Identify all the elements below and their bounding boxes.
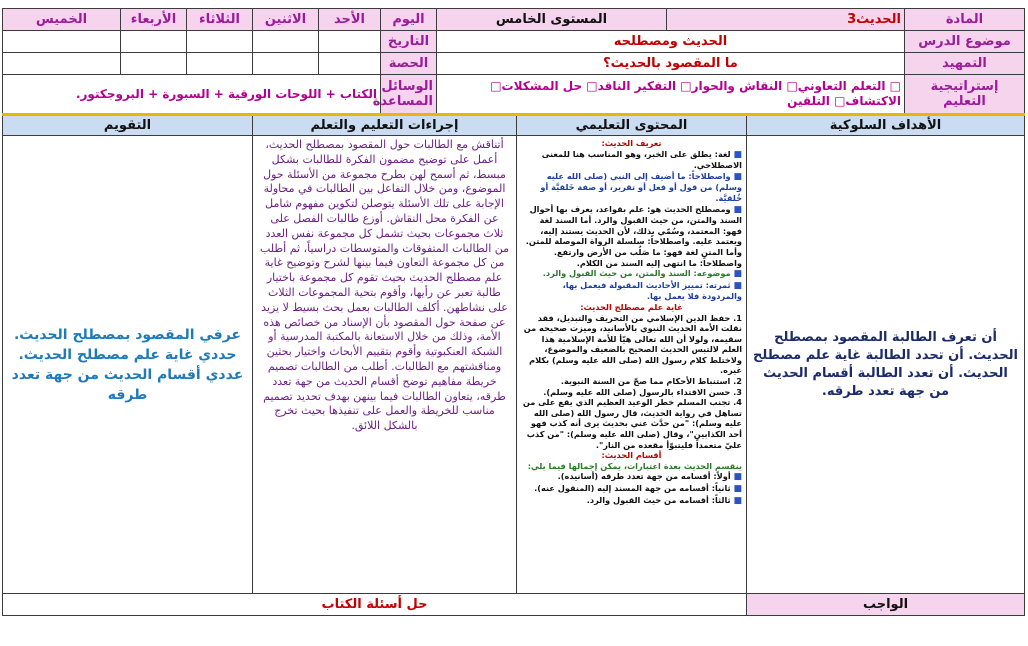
objectives-header: الأهداف السلوكية <box>747 115 1025 136</box>
procedures-cell: أتناقش مع الطالبات حول المقصود بمصطلح الحديث، أعمل على توضيح مضمون الفكرة للطالبات بشكل مبسط، ثم أسمح لهن بطرح مجموعة من الأسئلة حول الموضوع، ومن خلال التفاعل بين الطالبات في محاولة الإجابة على تلك الأسئلة يتوصلن لتكوين مفهوم شامل عن الفكرة محل النقاش. أوزع طالبات الفصل على ثلاث مجموعات بحيث تشمل كل مجموعة نفس العدد من الطالبات المتفوقات والمتوسطات دراسياً، ثم أطلب من كل مجموعة التعاون فيما بينها لشرح وتوضيح غاية علم مصطلح الحديث بحيث تقوم كل مجموعة باختيار طالبة تعبر عن رأيها، وأقوم بتحية المجموعات الثلاث على نشاطهن. أكلف الطالبات بعمل بحث بسيط لا يزيد عن صفحة حول المقصود بأن الإسناد من خصائص هذه الأمة، وذلك من خلال الاستعانة بالمكتبة المدرسية أو الشبكة العنكبوتية وأقوم بتقييم الأبحاث واختيار بحثين ومناقشتهم مع الطالبات. أطلب من الطالبات تصميم خريطة مفاهيم توضح أقسام الحديث من جهة تعدد طرقه، يتعاون الطالبات فيما بينهن بهدف تحديد تصميم مناسب للخريطة والعمل على تنفيذها بحيث تخرج بالشكل اللائق. <box>252 136 516 594</box>
lugha-line <box>521 149 742 171</box>
day-thursday: الخميس <box>2 9 120 31</box>
lesson-label: موضوع الدرس <box>905 31 1025 53</box>
strategy-value: □ التعلم التعاوني□ النقاش والحوار□ التفكير الناقد□ حل المشكلات□ الاكتشاف□ التلقين <box>436 75 904 115</box>
period-cell-thursday[interactable] <box>2 53 120 75</box>
day-monday: الاثنين <box>252 9 318 31</box>
subject-text: موضوعه: السند والمتن، من حيث القبول والرد. <box>542 268 731 279</box>
sections-intro: ينقسم الحديث بعدة اعتبارات، يمكن إجمالها فيما يلي: <box>527 460 742 471</box>
date-cell-monday[interactable] <box>252 31 318 53</box>
subject-value: الحديث3 <box>667 9 905 31</box>
bullet-icon: ■ <box>730 280 742 291</box>
definition-title: تعريف الحديث: <box>601 138 662 148</box>
istilah-text: واصطلاحاً: ما أضيف إلى النبي (صلى الله عليه وسلم) من قول أو فعل أو تقرير، أو صفة خَلقيَّة أو خُلقيَّة. <box>540 170 742 203</box>
period-cell-monday[interactable] <box>252 53 318 75</box>
bullet-icon: ■ <box>730 149 742 160</box>
lesson-plan-sheet <box>3 8 1025 642</box>
lesson-value: الحديث ومصطلحه <box>436 31 904 53</box>
section-text-3: ثالثاً: أقسامه من حيث القبول والرد. <box>586 494 731 505</box>
subject-label: المادة <box>905 9 1025 31</box>
bullet-icon: ■ <box>730 171 742 182</box>
day-tuesday: الثلاثاء <box>186 9 252 31</box>
section-item-1 <box>521 471 742 483</box>
day-wednesday: الأربعاء <box>120 9 186 31</box>
date-cell-wednesday[interactable] <box>120 31 186 53</box>
sections-title: أقسام الحديث: <box>601 450 662 461</box>
section-text-2: ثانياً: أقسامه من جهة المسند إليه (المنقول عنه). <box>534 483 731 493</box>
goal-item-3: 3. حسن الاقتداء بالرسول (صلى الله عليه وسلم). <box>543 386 742 397</box>
evaluation-header: التقويم <box>2 115 252 136</box>
period-cell-sunday[interactable] <box>318 53 380 75</box>
goal-text-1: حفظ الدين الإسلامي من التحريف والتبديل، فقد نقلت الأمة الحديث النبوي بالأسانيد، وميزت صحيحه من سقيمه، ولولا أن الله تعالى هيّأ للأمة الإسلامية هذا العلم لالتبس الحديث الصحيح بالضعيف والموضوع، ولاختلط كلام رسول الله (صلى الله عليه وسلم) بكلام غيره. <box>523 312 742 376</box>
goal-text-2: استنباط الأحكام مما صحّ من السنة النبوية. <box>560 376 731 387</box>
date-cell-thursday[interactable] <box>2 31 120 53</box>
content-cell <box>517 136 747 594</box>
goal-item-1: 1. حفظ الدين الإسلامي من التحريف والتبديل، فقد نقلت الأمة الحديث النبوي بالأسانيد، وميزت صحيحه من سقيمه، ولولا أن الله تعالى هيّأ للأمة الإسلامية هذا العلم لالتبس الحديث الصحيح بالضعيف والموضوع، ولاختلط كلام رسول الله (صلى الله عليه وسلم) بكلام غيره. <box>523 312 742 376</box>
bullet-icon: ■ <box>730 472 742 483</box>
bullet-icon: ■ <box>730 495 742 506</box>
istilah-line <box>521 171 742 204</box>
intro-value: ما المقصود بالحديث؟ <box>436 53 904 75</box>
fruit-text: ثمرته: تمييز الأحاديث المقبولة فيعمل بها، والمردودة فلا يعمل بها. <box>562 279 742 302</box>
bullet-icon: ■ <box>730 484 742 494</box>
goal-title: غاية علم مصطلح الحديث: <box>580 301 683 312</box>
section-text-1: أولاً: أقسامه من جهة تعدد طرقه (أسانيده). <box>557 471 731 482</box>
homework-label: الواجب <box>747 594 1025 616</box>
date-cell-sunday[interactable] <box>318 31 380 53</box>
subject-line <box>521 268 742 280</box>
lugha-text: لغة: يطلق على الخبر، وهو المناسب هنا للمعنى الاصطلاحي. <box>541 148 742 171</box>
period-cell-tuesday[interactable] <box>186 53 252 75</box>
strategy-label: إستراتيجية التعليم <box>905 75 1025 115</box>
day-sunday: الأحد <box>318 9 380 31</box>
goal-item-2: 2. استنباط الأحكام مما صحّ من السنة النبوية. <box>560 376 742 387</box>
level-value: المستوى الخامس <box>436 9 666 31</box>
date-cell-tuesday[interactable] <box>186 31 252 53</box>
intro-label: التمهيد <box>905 53 1025 75</box>
fruit-line <box>521 280 742 302</box>
date-label: التاريخ <box>380 31 436 53</box>
evaluation-cell: عرفي المقصود بمصطلح الحديث. حددي غاية علم مصطلح الحديث. عددي أقسام الحديث من جهة تعدد طرقه <box>2 136 252 594</box>
bullet-icon: ■ <box>730 269 742 280</box>
content-header: المحتوى التعليمي <box>517 115 747 136</box>
period-cell-wednesday[interactable] <box>120 53 186 75</box>
section-item-3 <box>521 495 742 507</box>
goal-text-4: تجنب المسلم خطر الوعيد العظيم الذي يقع على من تساهل في رواية الحديث، قال رسول الله (صلى الله عليه وسلم): "من حدَّث عني بحديث يرى أنه كذب فهو أحد الكذابين"، وقال (صلى الله عليه وسلم): "من كذب عليّ متعمداً فليتبوّأ مقعده من النار". <box>522 397 742 450</box>
goal-item-4: 4. تجنب المسلم خطر الوعيد العظيم الذي يقع على من تساهل في رواية الحديث، قال رسول الله (صلى الله عليه وسلم): "من حدَّث عني بحديث يرى أنه كذب فهو أحد الكذابين"، وقال (صلى الله عليه وسلم): "من كذب عليّ متعمداً فليتبوّأ مقعده من النار". <box>522 397 742 450</box>
lesson-plan-table <box>2 8 1025 616</box>
tools-label: الوسائل المساعدة <box>380 75 436 115</box>
objectives-cell: أن تعرف الطالبة المقصود بمصطلح الحديث. أن تحدد الطالبة غاية علم مصطلح الحديث. أن تعدد الطالبة أقسام الحديث من جهة تعدد طرقه. <box>747 136 1025 594</box>
homework-value: حل أسئلة الكتاب <box>2 594 746 616</box>
section-item-2 <box>521 483 742 495</box>
goal-text-3: حسن الاقتداء بالرسول (صلى الله عليه وسلم). <box>543 386 731 397</box>
mustalah-text: ومصطلح الحديث هو: علم بقواعد، يعرف بها أحوال السند والمتن، من حيث القبول والرد. أما السند لغة فهو: المعتمد، وسُمّي بذلك، لأن الحديث يستند إليه، ويعتمد عليه. واصطلاحاً: سلسلة الرواة الموصلة للمتن. وأما المتن لغة فهو: ما صَلُب من الأرض وارتفع. واصطلاحاً: ما انتهى إليه السند من الكلام. <box>525 203 742 268</box>
bullet-icon: ■ <box>730 204 742 215</box>
day-label: اليوم <box>380 9 436 31</box>
procedures-header: إجراءات التعليم والتعلم <box>252 115 516 136</box>
tools-value: الكتاب + اللوحات الورقية + السبورة + البروجكتور. <box>2 75 380 115</box>
mustalah-line <box>521 204 742 269</box>
period-label: الحصة <box>380 53 436 75</box>
